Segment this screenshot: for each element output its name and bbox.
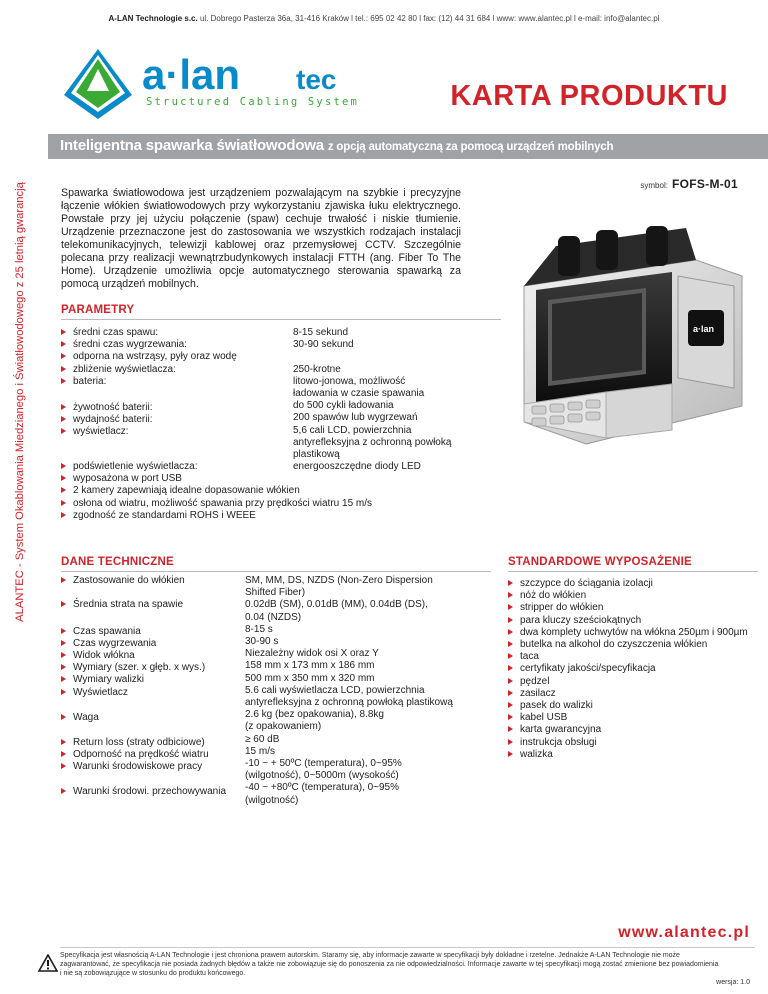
list-item: pasek do walizki (508, 700, 593, 712)
arrow-bullet-icon (61, 487, 66, 493)
list-item: certyfikaty jakości/specyfikacja (508, 663, 656, 675)
param-value: 8-15 sekund (293, 327, 349, 338)
arrow-bullet-icon (508, 690, 513, 696)
warning-icon (38, 954, 58, 972)
spec-value: (wilgotność), 0~5000m (wysokość) (245, 770, 399, 782)
intro-paragraph: Spawarka światłowodowa jest urządzeniem pozwalającym na szybkie i precyzyjne łączenie włókien światłowodowych przy wykorzystaniu zjawiska łuku elektrycznego. Powstałe przy jej użyciu połączenie (spaw) cechuje trwałość i niskie tłumienie. Urządzenie przeznaczone jest do zastosowania we wszystkich rodzajach instalacji telekomunikacyjnych, telewizji kablowej oraz przemysłowej CCTV. Szczególnie polecana przy realizacji wewnątrzbudynkowych instalacji FTTH (ang. Fiber To The Home). Urządzenie umożliwia opcje automatycznego sterowania spawarką za pomocą urządzeń mobilnych. (61, 187, 461, 290)
arrow-bullet-icon (508, 665, 513, 671)
spec-value: (wilgotność) (245, 794, 299, 806)
arrow-bullet-icon (61, 640, 66, 646)
param-value: 5,6 cali LCD, powierzchnia (293, 424, 412, 436)
list-item: Warunki środowi. przechowywania (61, 786, 226, 798)
website-link[interactable]: www.alantec.pl (618, 924, 750, 941)
spec-value: 30-90 s (245, 636, 279, 647)
spec-value: 2.6 kg (bez opakowania), 8.8kg (245, 709, 384, 721)
list-item: Wymiary walizki (61, 674, 144, 686)
arrow-bullet-icon (61, 577, 66, 583)
list-item: podświetlenie wyświetlacza: (61, 461, 198, 473)
title-banner (48, 134, 768, 159)
arrow-bullet-icon (61, 676, 66, 682)
list-item: Return loss (straty odbiciowe) (61, 737, 205, 749)
product-subtitle: z opcją automatyczną za pomocą urządzeń mobilnych (327, 141, 614, 153)
list-item: pędzel (508, 676, 549, 688)
arrow-bullet-icon (61, 714, 66, 720)
param-value: do 500 cykli ładowania (293, 400, 394, 412)
product-symbol (640, 177, 738, 191)
arrow-bullet-icon (61, 652, 66, 658)
spec-value: 500 mm x 350 mm x 320 mm (245, 672, 375, 684)
arrow-bullet-icon (508, 617, 513, 623)
symbol-value: FOFS-M-01 (671, 177, 738, 191)
spec-value: -10 ~ + 50ºC (temperatura), 0~95% (245, 758, 402, 769)
standard-heading: STANDARDOWE WYPOSAŻENIE (508, 556, 692, 568)
list-item: butelka na alkohol do czyszczenia włókien (508, 639, 707, 651)
list-item: walizka (508, 749, 553, 761)
arrow-bullet-icon (61, 512, 66, 518)
list-item: bateria: (61, 376, 106, 388)
list-item: żywotność baterii: (61, 402, 152, 414)
param-value: antyrefleksyjna z ochronną powłoką (293, 436, 452, 448)
param-value: plastikową (293, 449, 340, 460)
param-value: ładowania w czasie spawania (293, 388, 425, 399)
list-item: Odporność na prędkość wiatru (61, 749, 209, 761)
list-item: Zastosowanie do włókien (61, 575, 185, 587)
arrow-bullet-icon (61, 353, 66, 359)
arrow-bullet-icon (61, 689, 66, 695)
list-item: Czas wygrzewania (61, 638, 156, 650)
product-title: Inteligentna spawarka światłowodowa (60, 137, 324, 154)
list-item: Widok włókna (61, 650, 135, 662)
disclaimer-line: zagwarantować, że specyfikacja nie posiada żadnych błędów a także nie zobowiązuje się do ponoszenia za nie odpowiedzialności. Informacje zawarte w tej specyfikacji mogą zostać zmienione bez powiadomienia (60, 961, 719, 968)
list-item: nóż do włókien (508, 590, 586, 602)
spec-value: antyrefleksyjna z ochronną powłoką plastikową (245, 697, 453, 708)
list-item: wyświetlacz: (61, 426, 129, 438)
arrow-bullet-icon (61, 341, 66, 347)
arrow-bullet-icon (61, 788, 66, 794)
sidebar-warranty-text: ALANTEC - System Okablowania Miedzianego i Światłowodowego z 25 letnią gwarancją (14, 182, 26, 622)
arrow-bullet-icon (61, 664, 66, 670)
arrow-bullet-icon (508, 641, 513, 647)
list-item: taca (508, 651, 539, 663)
arrow-bullet-icon (508, 580, 513, 586)
dane-divider (61, 571, 491, 572)
arrow-bullet-icon (61, 329, 66, 335)
param-value: 30-90 sekund (293, 339, 354, 351)
list-item: Wymiary (szer. x głęb. x wys.) (61, 662, 205, 674)
list-item: zasilacz (508, 688, 556, 700)
list-item: średni czas spawu: (61, 327, 158, 339)
list-item: wydajność baterii: (61, 414, 152, 426)
arrow-bullet-icon (508, 629, 513, 635)
screen-logo: a·lan (693, 324, 715, 334)
arrow-bullet-icon (61, 378, 66, 384)
spec-value: 158 mm x 173 mm x 186 mm (245, 660, 375, 672)
symbol-label: symbol: (640, 181, 668, 190)
alantec-logo (60, 45, 390, 123)
list-item: kabel USB (508, 712, 567, 724)
sidebar-vertical-text (6, 182, 34, 622)
contact-line (0, 14, 768, 23)
list-item: zgodność ze standardami ROHS i WEEE (61, 510, 256, 522)
spec-value: -40 ~ +80ºC (temperatura), 0~95% (245, 782, 400, 794)
arrow-bullet-icon (61, 416, 66, 422)
contact-details: ul. Dobrego Pasterza 36a, 31-416 Kraków l tel.: 695 02 42 80 l fax: (12) 44 31 684 l www: www.alantec.pl l e-mail: info@alantec.pl (199, 14, 660, 23)
spec-value: Shifted Fiber) (245, 587, 306, 599)
spec-value: 8-15 s (245, 623, 273, 635)
brand-main: a·lan (142, 51, 241, 98)
param-value: 250-krotne (293, 363, 341, 375)
list-item: dwa komplety uchwytów na włókna 250µm i 900µm (508, 627, 748, 639)
param-value: 200 spawów lub wygrzewań (293, 412, 418, 424)
list-item: Średnia strata na spawie (61, 599, 183, 611)
arrow-bullet-icon (61, 601, 66, 607)
company-name: A-LAN Technologie s.c. (108, 14, 198, 23)
arrow-bullet-icon (508, 702, 513, 708)
list-item: instrukcja obsługi (508, 737, 597, 749)
list-item: zbliżenie wyświetlacza: (61, 364, 176, 376)
arrow-bullet-icon (508, 726, 513, 732)
disclaimer-line: i nie są zobowiązujące w stosunku do produktu końcowego. (60, 970, 246, 977)
arrow-bullet-icon (61, 475, 66, 481)
list-item: para kluczy sześciokątnych (508, 615, 641, 627)
standard-divider (508, 571, 758, 572)
disclaimer-line: Specyfikacja jest własnością A-LAN Technologie i jest chroniona prawem autorskim. Staramy się, aby informacje zawarte w specyfikacji były dokładne i rzetelne. Jednakże A-LAN Technologie nie może (60, 952, 680, 959)
arrow-bullet-icon (61, 739, 66, 745)
list-item: Warunki środowiskowe pracy (61, 761, 202, 773)
spec-value: 5.6 cali wyświetlacza LCD, powierzchnia (245, 684, 425, 696)
list-item: Wyświetlacz (61, 687, 128, 699)
parametry-heading: PARAMETRY (61, 304, 135, 316)
version-label: wersja: 1.0 (716, 979, 750, 986)
parametry-divider (61, 319, 501, 320)
list-item: 2 kamery zapewniają idealne dopasowanie włókien (61, 485, 300, 497)
arrow-bullet-icon (61, 628, 66, 634)
list-item: karta gwarancyjna (508, 724, 601, 736)
spec-value: (z opakowaniem) (245, 721, 322, 733)
arrow-bullet-icon (508, 592, 513, 598)
arrow-bullet-icon (61, 463, 66, 469)
list-item: odporna na wstrząsy, pyły oraz wodę (61, 351, 237, 363)
arrow-bullet-icon (61, 500, 66, 506)
spec-value: 0.02dB (SM), 0.01dB (MM), 0.04dB (DS), (245, 599, 428, 611)
arrow-bullet-icon (508, 653, 513, 659)
param-value: energooszczędne diody LED (293, 461, 421, 473)
spec-value: 15 m/s (245, 745, 276, 757)
list-item: szczypce do ściągania izolacji (508, 578, 653, 590)
brand-suffix: tec (296, 64, 337, 95)
brand-tagline: Structured Cabling System (146, 96, 360, 108)
spec-value: ≥ 60 dB (245, 733, 280, 745)
arrow-bullet-icon (508, 739, 513, 745)
arrow-bullet-icon (61, 366, 66, 372)
arrow-bullet-icon (61, 404, 66, 410)
product-photo (496, 216, 758, 456)
arrow-bullet-icon (508, 678, 513, 684)
arrow-bullet-icon (61, 763, 66, 769)
spec-value: Niezależny widok osi X oraz Y (245, 648, 379, 660)
arrow-bullet-icon (61, 751, 66, 757)
arrow-bullet-icon (61, 428, 66, 434)
spec-value: 0.04 (NZDS) (245, 611, 302, 623)
list-item: średni czas wygrzewania: (61, 339, 187, 351)
list-item: osłona od wiatru, możliwość spawania przy prędkości wiatru 15 m/s (61, 498, 372, 510)
dane-heading: DANE TECHNICZNE (61, 556, 174, 568)
disclaimer (60, 951, 750, 978)
list-item: Waga (61, 712, 99, 724)
arrow-bullet-icon (508, 604, 513, 610)
document-title: KARTA PRODUKTU (450, 80, 728, 112)
list-item: wyposażona w port USB (61, 473, 182, 485)
list-item: stripper do włókien (508, 602, 603, 614)
footer-divider (60, 947, 755, 948)
arrow-bullet-icon (508, 751, 513, 757)
spec-value: SM, MM, DS, NZDS (Non-Zero Dispersion (245, 575, 433, 586)
param-value: litowo-jonowa, możliwość (293, 375, 406, 387)
list-item: Czas spawania (61, 626, 141, 638)
arrow-bullet-icon (508, 714, 513, 720)
